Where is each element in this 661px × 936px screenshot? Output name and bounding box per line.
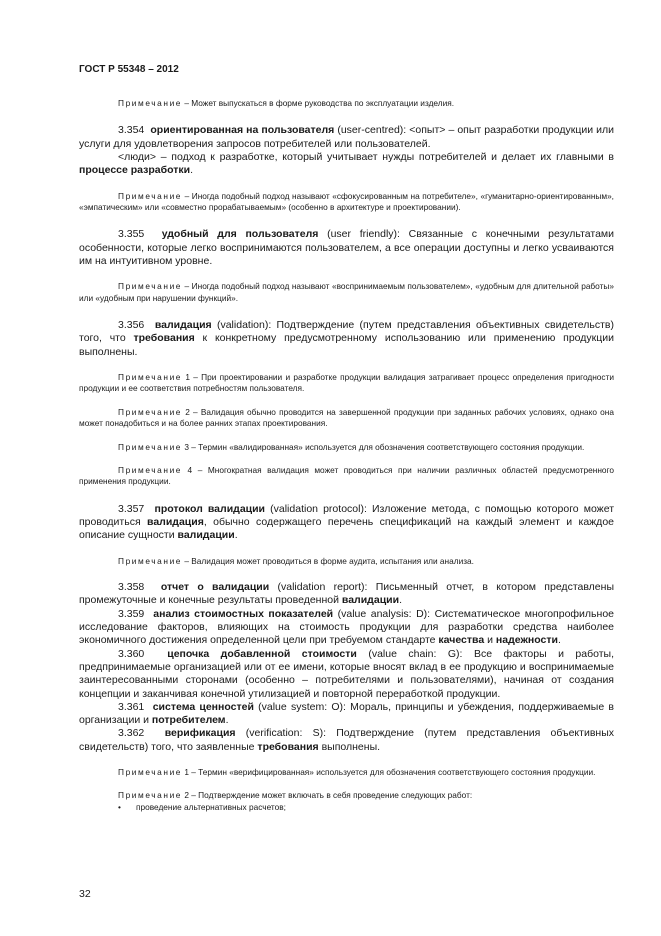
note-text: – Иногда подобный подход называют «сфокусированным на потребителе», «гуманитарно-ориентированным», «эмпатическим» или «совместно прорабатываемым» (особенно в архитектуре и проектировании). [79, 190, 614, 212]
note [79, 556, 614, 567]
term-reference: валидация [147, 516, 204, 529]
note-text: – Термин «валидированная» используется для обозначения соответствующего состояния продукции. [188, 441, 585, 452]
note-label: Примечание [118, 465, 183, 476]
term-name: ориентированная на пользователя [150, 124, 335, 137]
term-number: 3.354 [118, 124, 145, 137]
note [79, 372, 614, 395]
term-name: удобный для пользователя [161, 228, 319, 241]
term-definition: <люди> – подход к разработке, который учитывает нужды потребителей и делает их главными в [118, 151, 614, 163]
note-text: – Может выпускаться в форме руководства по эксплуатации изделия. [182, 98, 455, 108]
term-entry-3-361 [79, 701, 614, 728]
list-item-text: проведение альтернативных расчетов; [136, 801, 286, 812]
note [79, 767, 614, 778]
term-name: валидация [154, 319, 212, 332]
note-number: 3 [182, 441, 189, 452]
document-header: ГОСТ Р 55348 – 2012 [79, 64, 179, 75]
note-text: – Подтверждение может включать в себя проведение следующих работ: [188, 790, 473, 801]
term-name: система ценностей [152, 700, 254, 713]
note-label: Примечание [118, 372, 183, 382]
term-entry-3-357 [79, 503, 614, 543]
term-definition: (user friendly): Связанные с конечными результатами особенности, которые легко воспринимаются пользователем, а все операции доступны и легко усваиваются им на интуитивном уровне. [79, 228, 614, 267]
term-name: цепочка добавленной стоимости [167, 647, 357, 660]
term-definition-tail: выполнены. [318, 740, 381, 753]
term-reference: требования [257, 740, 319, 753]
note-text: – Валидация может проводиться в форме аудита, испытания или анализа. [182, 555, 474, 566]
document-body [79, 98, 614, 813]
term-definition: (value chain: G): Все факторы и работы, предпринимаемые организацией или от ее имени, которые вносят вклад в ее продукцию и воспринимаемые заинтересованными сторонами (особенно – потребителями и пользователями), начиная от создания концепции и заканчивая конечной утилизацией и повторной переработкой продукции. [79, 647, 614, 700]
term-definition-tail: . [234, 529, 238, 542]
note-text: – Термин «верифицированная» используется для обозначения соответствующего состояния продукции. [188, 767, 596, 777]
term-number: 3.357 [118, 502, 145, 515]
note-label: Примечание [118, 281, 183, 292]
term-number: 3.361 [118, 700, 145, 713]
note-label: Примечание [118, 767, 183, 777]
term-definition: (value analysis: D): Систематическое многопрофильное исследование факторов, влияющих на стоимость продукции для разработки средства наиболее экономичного достижения определенной цели при требуемом стандарте [79, 607, 614, 647]
term-name: анализ стоимостных показателей [153, 607, 334, 620]
term-entry-3-354 [79, 124, 614, 151]
page-number: 32 [79, 888, 91, 900]
term-name: протокол валидации [154, 502, 266, 515]
term-number: 3.359 [118, 607, 145, 620]
term-definition-tail: . [190, 164, 194, 177]
term-reference: валидации [341, 594, 400, 607]
bullet-icon: • [118, 801, 121, 812]
note-text: – Многократная валидация может проводиться при наличии различных областей предусмотренного применения продукции. [79, 465, 614, 487]
note-label: Примечание [118, 790, 183, 801]
note [79, 98, 614, 109]
note [79, 407, 614, 430]
list-item [79, 802, 614, 813]
note-text: – При проектировании и разработке продукции валидация затрагивает процесс определения пригодности продукции и ее соответствия потребностям пользователя. [79, 372, 615, 394]
note-number: 4 [182, 465, 193, 476]
term-definition: (validation protocol): Изложение метода, с помощью которого может проводиться [79, 502, 614, 529]
term-reference: качества [438, 634, 485, 647]
term-number: 3.362 [118, 727, 145, 740]
note-label: Примечание [118, 190, 183, 201]
term-definition: (validation report): Письменный отчет, в котором представлены промежуточные и конечные результаты проведенной [79, 581, 614, 607]
term-entry-3-358 [79, 581, 614, 608]
term-number: 3.358 [118, 581, 145, 594]
note-number: 1 [182, 372, 190, 382]
term-definition: (value system: O): Мораль, принципы и убеждения, поддерживаемые в организации и [79, 700, 614, 727]
term-entry-3-359 [79, 608, 614, 648]
term-name: отчет о валидации [160, 581, 270, 594]
term-number: 3.355 [118, 228, 145, 241]
term-number: 3.360 [118, 647, 145, 660]
note [79, 442, 614, 453]
term-definition-tail: . [557, 634, 561, 647]
term-reference: требования [133, 332, 195, 345]
note-label: Примечание [118, 406, 183, 417]
term-entry-3-360 [79, 648, 614, 701]
term-entry-3-356 [79, 319, 614, 359]
note-text: – Иногда подобный подход называют «воспринимаемым пользователем», «удобным для длительной работы» или «удобным при нарушении функций». [79, 281, 614, 303]
term-definition-tail: . [399, 594, 402, 607]
term-definition: (validation): Подтверждение (путем представления объективных свидетельств) того, что [79, 319, 614, 345]
note-label: Примечание [118, 98, 183, 108]
term-definition-middle: , обычно содержащего перечень спецификаций на каждый элемент и каждое описание сущности [79, 516, 614, 542]
term-definition-tail: . [225, 714, 229, 727]
term-reference: потребителем [151, 714, 226, 727]
term-continuation [79, 151, 614, 178]
term-reference: надежности [495, 634, 558, 647]
note-number: 1 [182, 767, 189, 777]
term-definition-middle: и [484, 634, 496, 647]
note-number: 2 [182, 406, 190, 417]
note [79, 790, 614, 801]
note [79, 465, 614, 488]
note-label: Примечание [118, 441, 183, 452]
term-number: 3.356 [118, 319, 145, 332]
note-number: 2 [182, 790, 189, 801]
term-reference: валидации [177, 529, 235, 542]
term-definition: (user-centred): <опыт> – опыт разработки продукции или услуги для удовлетворения запросов потребителей или пользователей. [79, 124, 615, 150]
term-entry-3-355 [79, 228, 614, 268]
term-name: верификация [164, 727, 236, 740]
term-entry-3-362 [79, 727, 614, 754]
term-definition-tail: к конкретному предусмотренному использованию или применению продукции выполнены. [79, 332, 614, 358]
note-label: Примечание [118, 555, 183, 566]
term-reference: процессе разработки [79, 164, 191, 177]
note-text: – Валидация обычно проводится на завершенной продукции при заданных рабочих условиях, однако она может понадобиться и на более ранних этапах проектирования. [79, 406, 614, 429]
note [79, 191, 614, 214]
term-definition: (verification: S): Подтверждение (путем представления объективных свидетельств) того, что заявленные [79, 727, 614, 753]
note [79, 281, 614, 304]
